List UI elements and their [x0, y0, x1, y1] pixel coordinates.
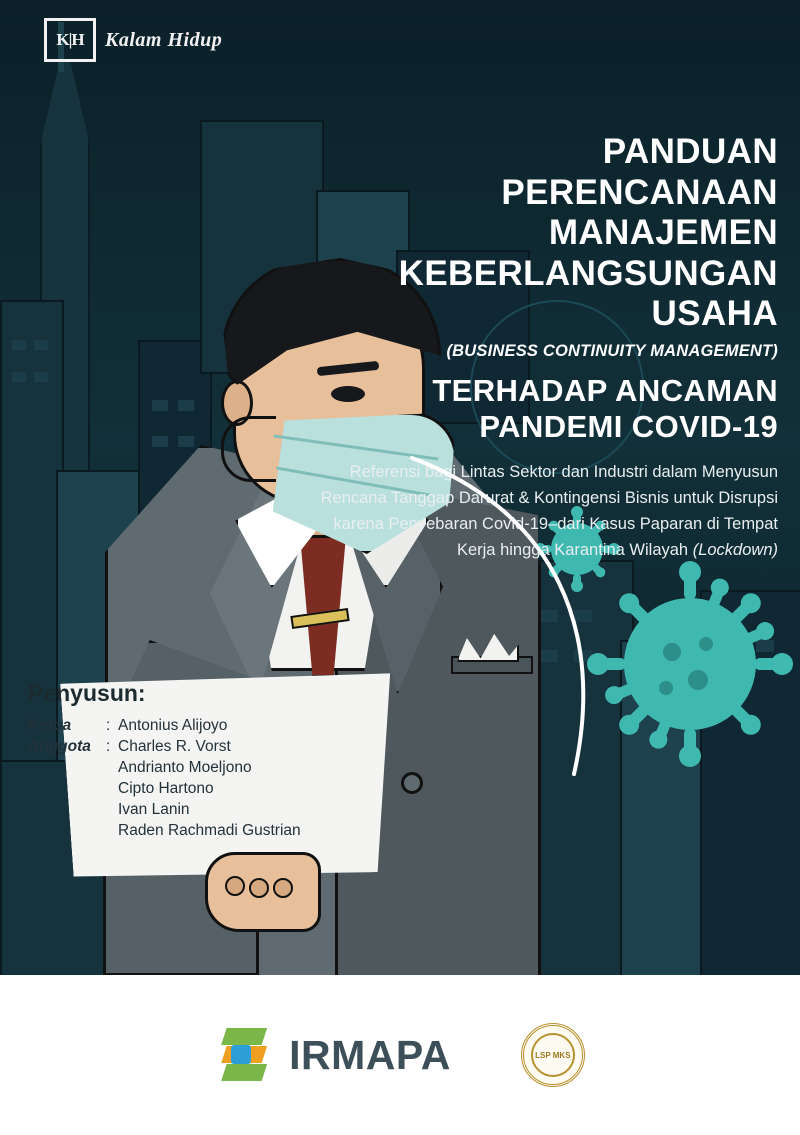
finger-3	[273, 878, 293, 898]
finger-2	[249, 878, 269, 898]
irmapa-slab-bottom	[221, 1064, 267, 1081]
face-mask-strap	[221, 416, 276, 482]
window-row-1	[12, 340, 26, 350]
window-row-2	[34, 340, 48, 350]
title-line-3: KEBERLANGSUNGAN USAHA	[398, 253, 778, 334]
cover-description-italic: (Lockdown)	[692, 540, 778, 559]
window-row-4	[34, 372, 48, 382]
title-line-5: PANDEMI COVID-19	[479, 408, 778, 444]
author-members-row	[28, 736, 328, 757]
member-name-2: Andrianto Moeljono	[118, 759, 252, 776]
window-row-3	[12, 372, 26, 382]
footer-logos	[0, 975, 800, 1135]
certification-seal-text: LSP MKS	[531, 1033, 575, 1077]
author-chair-row	[28, 715, 328, 736]
swoosh-svg	[406, 452, 666, 782]
publisher-mark-icon: K|H	[44, 18, 96, 62]
irmapa-logo	[215, 1026, 451, 1084]
title-line-2: PERENCANAAN MANAJEMEN	[501, 172, 778, 253]
publisher-name: Kalam Hidup	[105, 28, 223, 51]
members-label: Anggota	[28, 738, 91, 755]
publisher-logo	[44, 18, 222, 62]
irmapa-mark-icon	[215, 1026, 273, 1084]
irmapa-center-dot	[231, 1045, 251, 1064]
authors-block	[28, 680, 328, 841]
member-name-4: Ivan Lanin	[118, 801, 190, 818]
irmapa-slab-top	[221, 1028, 267, 1045]
title-line-4: TERHADAP ANCAMAN	[432, 372, 778, 408]
chair-name: Antonius Alijoyo	[118, 717, 228, 734]
finger-1	[225, 876, 245, 896]
chair-separator: :	[106, 717, 111, 734]
certification-seal-icon	[521, 1023, 585, 1087]
member-name-3: Cipto Hartono	[118, 780, 214, 797]
irmapa-name: IRMAPA	[289, 1031, 451, 1078]
members-separator: :	[106, 738, 111, 755]
member-name-1: Charles R. Vorst	[118, 738, 231, 755]
cover-description-text: Referensi bagi Lintas Sektor dan Industri dalam Menyusun Rencana Tanggap Darurat & Kontingensi Bisnis untuk Disrupsi karena Penyebaran Covid-19–dari Kasus Paparan di Tempat Kerja hingga Karantina Wilayah	[320, 462, 778, 559]
decorative-swoosh	[406, 452, 666, 782]
member-name-5: Raden Rachmadi Gustrian	[118, 822, 301, 839]
chair-label: Ketua	[28, 717, 72, 734]
title-line-1: PANDUAN	[602, 132, 778, 171]
authors-heading: Penyusun:	[28, 680, 146, 706]
title-subtitle: (BUSINESS CONTINUITY MANAGEMENT)	[446, 341, 778, 360]
